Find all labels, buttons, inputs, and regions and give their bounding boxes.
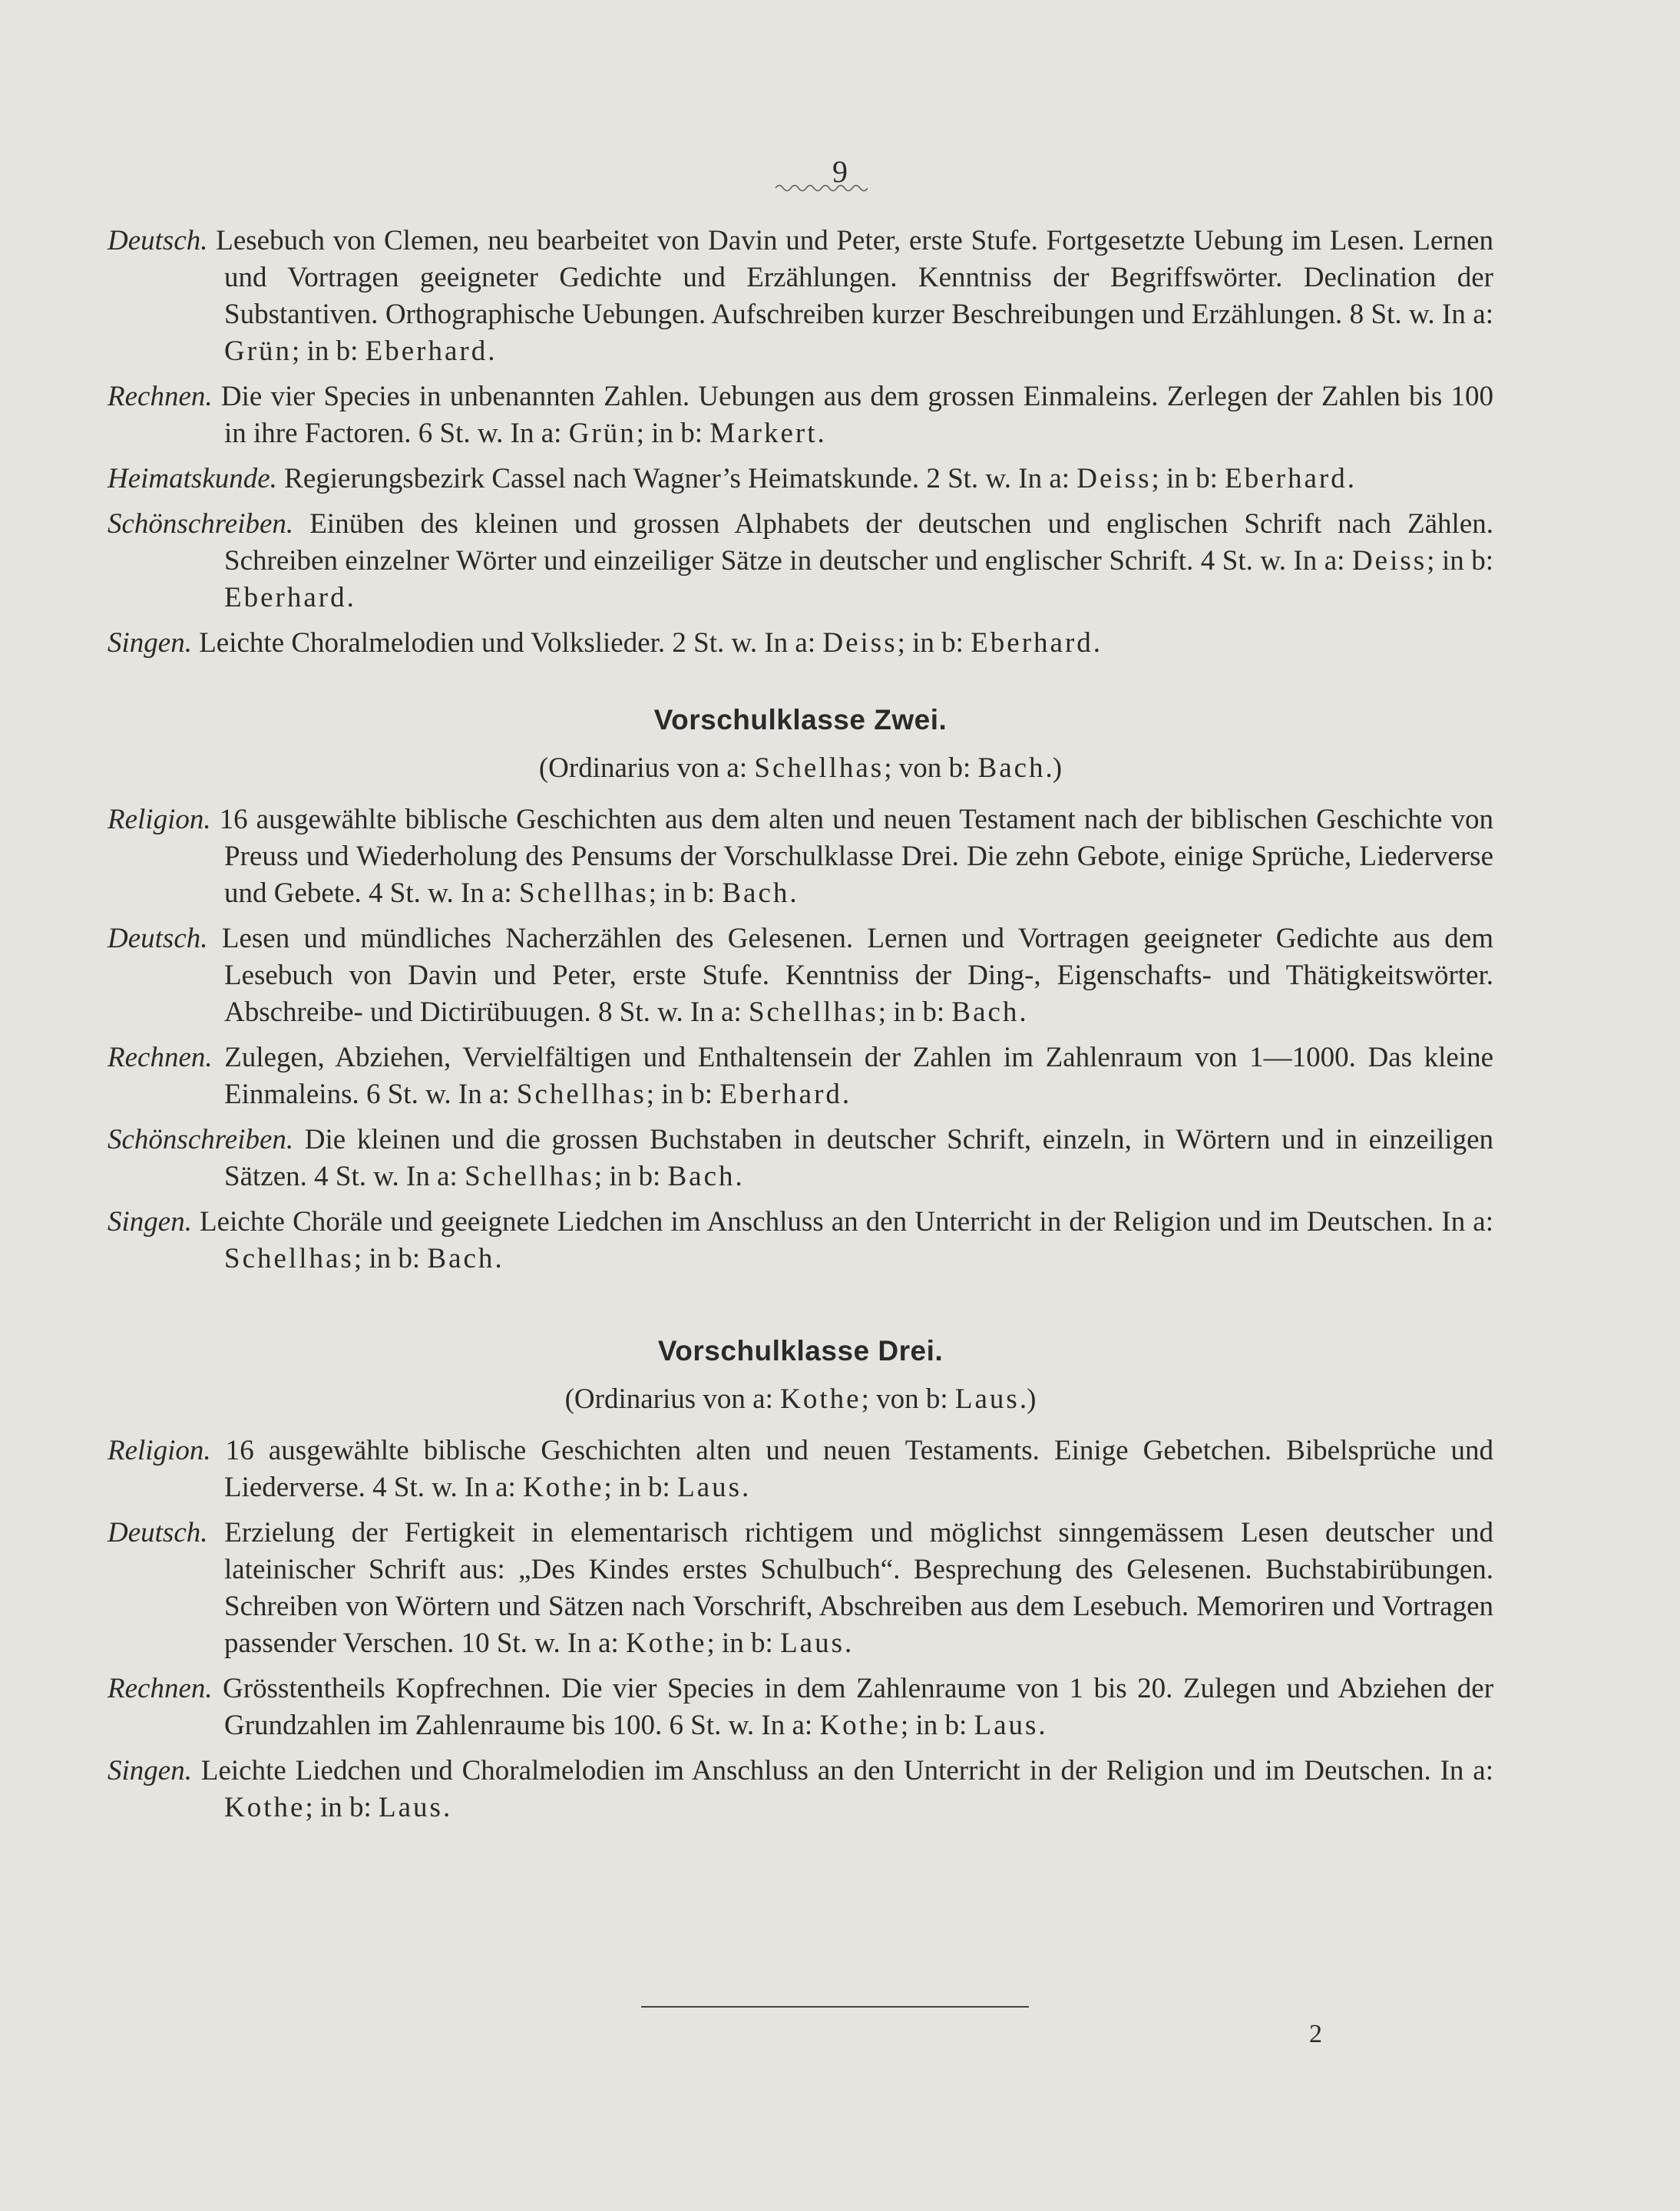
text-run: .): [1019, 1383, 1037, 1415]
teacher-name: Schellhas: [516, 1079, 647, 1110]
subject-entry: [107, 506, 1493, 616]
text-run: ; in b:: [594, 1161, 668, 1192]
text-run: Die vier Species in unbenannten Zahlen. Uebungen aus dem grossen Einmaleins. Zerlegen der Zahlen bis 100 in ihre Factoren. 6 St. w. In a:: [220, 381, 1494, 449]
teacher-name: Markert: [709, 418, 818, 449]
subject-entry: [107, 223, 1493, 370]
subject-label: Rechnen.: [107, 1673, 213, 1704]
subject-entry: [107, 1515, 1493, 1662]
teacher-name: Bach: [722, 877, 790, 909]
text-run: ; in b:: [604, 1472, 678, 1503]
text-run: Grösstentheils Kopfrechnen. Die vier Species in dem Zahlenraume von 1 bis 20. Zulegen und Abziehen der Grundzahlen im Zahlenraume bis 100. 6 St. w. In a:: [223, 1673, 1494, 1741]
text-run: ; von b:: [884, 752, 978, 784]
teacher-name: Deiss: [1076, 463, 1152, 494]
subject-label: Schönschreiben.: [107, 1124, 294, 1155]
subject-entry: [107, 1122, 1493, 1195]
text-run: .: [742, 1472, 749, 1503]
ordinarius-line: [107, 1383, 1493, 1416]
text-run: .): [1045, 752, 1063, 784]
teacher-name: Schellhas: [754, 752, 885, 784]
text-run: (Ordinarius von a:: [538, 752, 755, 784]
text-run: ; in b:: [1427, 545, 1493, 577]
text-run: .: [842, 1079, 850, 1110]
text-run: (Ordinarius von a:: [564, 1383, 781, 1415]
text-run: .: [1093, 627, 1101, 659]
teacher-name: Schellhas: [518, 877, 649, 909]
text-run: .: [494, 1243, 502, 1274]
text-run: .: [1019, 996, 1027, 1028]
text-run: Zulegen, Abziehen, Vervielfältigen und Enthaltensein der Zahlen im Zahlenraum von 1—1000. Das kleine Einmaleins. 6 St. w. In a:: [224, 1042, 1493, 1110]
text-run: .: [789, 877, 797, 909]
text-run: Leichte Liedchen und Choralmelodien im Anschluss an den Unterricht in der Religion und im Deutschen. In a:: [200, 1755, 1493, 1786]
text-run: .: [1038, 1710, 1046, 1741]
teacher-name: Eberhard: [971, 627, 1093, 659]
text-run: ; in b:: [636, 418, 710, 449]
text-run: ; von b:: [861, 1383, 955, 1415]
subject-entry: [107, 1753, 1493, 1826]
subject-label: Deutsch.: [107, 225, 208, 256]
text-run: Lesen und mündliches Nacherzählen des Gelesenen. Lernen und Vortragen geeigneter Gedichte aus dem Lesebuch von Davin und Peter, erste Stufe. Kenntniss der Ding-, Eigenschafts- und Thätigkeitswörter. Abschreibe- und Dictirübuugen. 8 St. w. In a:: [221, 923, 1493, 1028]
text-run: .: [845, 1628, 852, 1659]
teacher-name: Deiss: [1351, 545, 1427, 577]
text-run: .: [442, 1792, 451, 1823]
subject-entry: [107, 920, 1493, 1031]
text-run: Lesebuch von Clemen, neu bearbeitet von Davin und Peter, erste Stufe. Fortgesetzte Uebung im Lesen. Lernen und Vortragen geeigneter Gedichte und Erzählungen. Kenntniss der Begriffswörter. Declination der Substantiven. Orthographische Uebungen. Aufschreiben kurzer Beschreibungen und Erzählungen. 8 St. w. In a:: [216, 225, 1493, 330]
teacher-name: Schellhas: [748, 996, 878, 1028]
page-footer: [0, 2006, 1680, 2052]
teacher-name: Laus: [954, 1383, 1020, 1415]
subject-label: Singen.: [107, 627, 192, 659]
teacher-name: Laus: [780, 1628, 845, 1659]
subject-label: Deutsch.: [107, 1517, 208, 1548]
section: [107, 223, 1493, 662]
text-run: .: [346, 582, 354, 613]
text-run: Erzielung der Fertigkeit in elementarisch richtigem und möglichst sinngemässem Lesen deutscher und lateinischer Schrift aus: „Des Kindes erstes Schulbuch“. Besprechung des Gelesenen. Buchstabirübungen. Schreiben von Wörtern und Sätzen nach Vorschrift, Abschreiben aus dem Lesebuch. Memoriren und Vortragen passender Verschen. 10 St. w. In a:: [224, 1517, 1494, 1659]
text-run: ; in b:: [897, 627, 971, 659]
text-run: Leichte Choralmelodien und Volkslieder. 2 St. w. In a:: [199, 627, 823, 659]
page-number-ornament: [776, 183, 868, 193]
subject-entry: [107, 461, 1493, 497]
text-run: Die kleinen und die grossen Buchstaben in deutscher Schrift, einzeln, in Wörtern und in einzeiligen Sätzen. 4 St. w. In a:: [224, 1124, 1493, 1192]
section-heading: Vorschulklasse Drei.: [657, 1335, 944, 1367]
teacher-name: Kothe: [626, 1628, 707, 1659]
ordinarius-line: [107, 752, 1493, 785]
subject-entry: [107, 1433, 1493, 1506]
text-run: 16 ausgewählte biblische Geschichten aus dem alten und neuen Testament nach der biblischen Geschichte von Preuss und Wiederholung des Pensums der Vorschulklasse Drei. Die zehn Gebote, einige Sprüche, Liederverse und Gebete. 4 St. w. In a:: [219, 804, 1493, 909]
text-run: .: [1347, 463, 1354, 494]
subject-entry: [107, 378, 1493, 452]
teacher-name: Deiss: [822, 627, 898, 659]
teacher-name: Eberhard: [365, 335, 488, 367]
teacher-name: Kothe: [224, 1792, 306, 1823]
subject-entry: [107, 1039, 1493, 1113]
teacher-name: Bach: [667, 1161, 736, 1192]
text-run: ; in b:: [1151, 463, 1225, 494]
subject-label: Singen.: [107, 1206, 192, 1238]
teacher-name: Bach: [427, 1243, 495, 1274]
teacher-name: Grün: [568, 418, 637, 449]
teacher-name: Laus: [974, 1710, 1039, 1741]
text-run: ; in b:: [648, 877, 723, 909]
section: [107, 1335, 1493, 1826]
text-run: ; in b:: [878, 996, 952, 1028]
text-run: Einüben des kleinen und grossen Alphabets der deutschen und englischen Schrift nach Zählen. Schreiben einzelner Wörter und einzeiliger Sätze in deutscher und englischer Schrift. 4 St. w. In a:: [224, 508, 1493, 577]
text-run: 16 ausgewählte biblische Geschichten alten und neuen Testaments. Einige Gebetchen. Bibelsprüche und Liederverse. 4 St. w. In a:: [224, 1435, 1493, 1503]
document-body: [107, 223, 1493, 1835]
subject-label: Religion.: [107, 1435, 211, 1466]
text-run: ; in b:: [646, 1079, 720, 1110]
sheet-number: 2: [1309, 2020, 1322, 2048]
subject-entry: [107, 625, 1493, 662]
teacher-name: Kothe: [819, 1710, 901, 1741]
teacher-name: Eberhard: [224, 582, 347, 613]
teacher-name: Eberhard: [1225, 463, 1348, 494]
text-run: Regierungsbezirk Cassel nach Wagner’s Heimatskunde. 2 St. w. In a:: [284, 463, 1077, 494]
text-run: ; in b:: [353, 1243, 428, 1274]
subject-label: Singen.: [107, 1755, 192, 1786]
section: [107, 704, 1493, 1277]
teacher-name: Laus: [677, 1472, 742, 1503]
text-run: Leichte Choräle und geeignete Liedchen im Anschluss an den Unterricht in der Religion und im Deutschen. In a:: [200, 1206, 1493, 1238]
teacher-name: Schellhas: [465, 1161, 594, 1192]
subject-label: Deutsch.: [107, 923, 208, 954]
teacher-name: Grün: [224, 335, 293, 367]
subject-label: Heimatskunde.: [107, 463, 277, 494]
subject-entry: [107, 801, 1493, 912]
teacher-name: Laus: [379, 1792, 443, 1823]
text-run: .: [488, 335, 495, 367]
text-run: .: [735, 1161, 742, 1192]
teacher-name: Kothe: [780, 1383, 861, 1415]
section-heading: Vorschulklasse Zwei.: [653, 704, 947, 735]
subject-label: Rechnen.: [107, 381, 213, 412]
text-run: ; in b:: [305, 1792, 379, 1823]
subject-entry: [107, 1204, 1493, 1277]
teacher-name: Bach: [951, 996, 1020, 1028]
subject-entry: [107, 1671, 1493, 1744]
teacher-name: Eberhard: [719, 1079, 842, 1110]
teacher-name: Schellhas: [224, 1243, 354, 1274]
subject-label: Rechnen.: [107, 1042, 213, 1073]
subject-label: Religion.: [107, 804, 211, 835]
teacher-name: Kothe: [523, 1472, 604, 1503]
text-run: ; in b:: [292, 335, 365, 367]
footer-rule: [641, 2006, 1029, 2008]
text-run: .: [817, 418, 825, 449]
text-run: ; in b:: [900, 1710, 974, 1741]
teacher-name: Bach: [977, 752, 1046, 784]
page-number: 9: [832, 154, 848, 189]
subject-label: Schönschreiben.: [107, 508, 294, 540]
text-run: ; in b:: [706, 1628, 781, 1659]
